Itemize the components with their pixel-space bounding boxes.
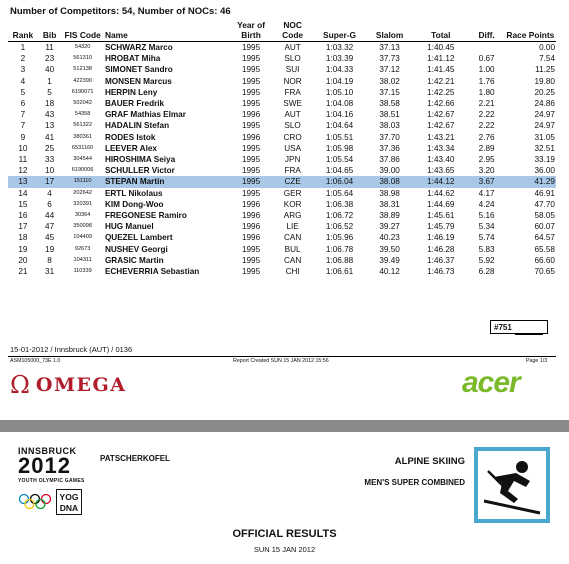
cell-noc: SUI: [285, 65, 300, 75]
cell-super-g: 1:06.61: [325, 267, 354, 277]
cell-name: SCHULLER Victor: [104, 166, 175, 176]
table-row: [8, 165, 556, 176]
cell-race-points: 19.80: [534, 76, 555, 86]
cell-noc: CRO: [283, 132, 302, 142]
cell-rank: 7: [20, 110, 26, 120]
cell-slalom: 37.13: [379, 43, 400, 52]
cell-slalom: 37.70: [379, 132, 400, 142]
report-code: ASM105000_73E 1.0: [10, 358, 61, 364]
cell-slalom: 37.73: [379, 54, 400, 64]
cell-diff: 1.76: [478, 76, 495, 86]
cell-slalom: 37.15: [379, 87, 400, 97]
form-number-box: [490, 320, 548, 334]
cell-noc: USA: [284, 143, 302, 153]
cell-race-points: 32.51: [534, 143, 555, 153]
cell-year: 1996: [241, 110, 261, 120]
table-row: [8, 87, 556, 98]
cell-slalom: 39.49: [379, 255, 400, 265]
cell-noc: BUL: [284, 244, 301, 254]
cell-race-points: 47.70: [534, 199, 555, 209]
cell-noc: ARG: [283, 211, 302, 221]
cell-slalom: 37.36: [379, 143, 400, 153]
cell-year: 1996: [241, 132, 261, 142]
cell-rank: 19: [18, 244, 28, 254]
cell-total: 1:44.69: [427, 199, 455, 209]
cell-fis-code: 502042: [73, 100, 92, 107]
cell-race-points: 64.57: [534, 233, 555, 243]
venue: PATSCHERKOFEL: [100, 454, 170, 463]
cell-slalom: 38.08: [366, 176, 413, 187]
cell-noc: FRA: [284, 166, 301, 176]
games-subtitle: YOUTH OLYMPIC GAMES: [18, 478, 85, 484]
cell-diff: 5.92: [478, 255, 495, 265]
cell-year: 1995: [241, 244, 261, 254]
table-row: [8, 143, 556, 154]
cell-bib: 1: [47, 76, 52, 86]
cell-super-g: 1:05.10: [325, 87, 354, 97]
cell-race-points: 24.86: [534, 99, 555, 109]
games-city: INNSBRUCK: [18, 446, 77, 456]
cell-diff: 4.24: [478, 199, 495, 209]
cell-year: 1995: [241, 143, 261, 153]
cell-super-g: 1:06.04: [313, 176, 366, 187]
cell-fis-code: 512138: [73, 66, 92, 73]
cell-bib: 4: [47, 188, 52, 198]
cell-name: NUSHEV Georgi: [104, 244, 168, 254]
cell-diff: 3.20: [478, 166, 495, 176]
cell-fis-code: 6190006: [71, 167, 94, 174]
cell-fis-code: 561310: [73, 55, 92, 62]
yog-dna-logo: [56, 489, 82, 515]
cell-rank: 20: [18, 255, 28, 265]
cell-total: 1:45.79: [427, 222, 455, 232]
cell-name: HERPIN Leny: [104, 87, 158, 97]
cell-rank: 14: [18, 188, 28, 198]
cell-name: MONSEN Marcus: [104, 76, 172, 86]
cell-fis-code: 6531160: [71, 144, 94, 151]
cell-race-points: 20.25: [534, 87, 555, 97]
cell-name: GRASIC Martin: [104, 255, 164, 265]
cell-rank: 4: [20, 76, 26, 86]
cell-noc: LIE: [286, 222, 299, 232]
cell-race-points: 60.07: [534, 222, 555, 232]
cell-name: HADALIN Stefan: [104, 121, 170, 131]
cell-bib: 19: [45, 244, 55, 254]
date-location: 15-01-2012 / Innsbruck (AUT) / 0136: [10, 345, 133, 354]
event-title: MEN'S SUPER COMBINED: [364, 478, 465, 487]
cell-slalom: 40.23: [379, 233, 400, 243]
cell-race-points: 11.25: [535, 65, 555, 75]
cell-slalom: 39.27: [379, 222, 400, 232]
cell-bib: 10: [45, 166, 55, 176]
cell-bib: 8: [47, 255, 52, 265]
cell-super-g: 1:03.32: [325, 43, 354, 52]
table-row: [8, 199, 556, 210]
cell-diff: 2.22: [478, 121, 495, 131]
table-row: [8, 221, 556, 232]
cell-fis-code: 6190071: [71, 88, 94, 95]
cell-name: ECHEVERRIA Sebastian: [104, 267, 200, 277]
table-row: [8, 120, 556, 131]
cell-diff: 5.16: [478, 211, 495, 221]
cell-diff: 1.00: [478, 65, 495, 75]
cell-total: 1:42.67: [427, 110, 455, 120]
cell-fis-code: 422390: [73, 77, 92, 84]
cell-race-points: 58.05: [534, 211, 555, 221]
cell-name: KIM Dong-Woo: [104, 199, 164, 209]
cell-slalom: 38.03: [379, 121, 400, 131]
cell-year: 1995: [241, 166, 261, 176]
cell-diff: [469, 42, 505, 54]
cell-rank: 9: [20, 132, 26, 142]
table-row: [8, 244, 556, 255]
cell-bib: 25: [45, 143, 55, 153]
cell-race-points: 7.54: [539, 54, 555, 64]
cell-noc: KOR: [283, 199, 302, 209]
cell-bib: 5: [47, 87, 52, 97]
cell-race-points: 31.05: [534, 132, 555, 142]
cell-noc: CZE: [272, 176, 313, 187]
cell-year: 1995: [241, 54, 261, 64]
table-row: [8, 109, 556, 120]
cell-fis-code: 561322: [73, 122, 92, 129]
cell-rank: 5: [20, 87, 26, 97]
cell-total: 1:44.12: [413, 176, 468, 187]
cell-fis-code: 202642: [73, 189, 92, 196]
cell-noc: FRA: [284, 87, 301, 97]
cell-total: 1:43.65: [427, 166, 455, 176]
cell-year: 1996: [241, 233, 261, 243]
cell-fis-code: 380361: [73, 133, 92, 140]
results-table: [8, 20, 556, 277]
col-total: Total: [413, 20, 468, 42]
alpine-skier-icon: [474, 447, 550, 523]
cell-super-g: 1:04.64: [325, 121, 354, 131]
cell-diff: 5.34: [478, 222, 495, 232]
col-name: Name: [104, 20, 230, 42]
cell-total: 1:46.28: [427, 244, 455, 254]
cell-name: HIROSHIMA Seiya: [104, 155, 176, 165]
cell-total: 1:46.37: [427, 255, 455, 265]
cell-total: 1:43.40: [427, 155, 455, 165]
cell-total: 1:45.61: [427, 211, 455, 221]
cell-super-g: 1:05.64: [325, 188, 354, 198]
cell-total: 1:43.34: [427, 143, 455, 153]
col-slalom: Slalom: [366, 20, 413, 42]
sport-title: ALPINE SKIING: [394, 456, 465, 467]
page-number: Page 1/3: [526, 358, 548, 364]
cell-slalom: 38.98: [379, 188, 400, 198]
cell-rank: 21: [18, 267, 28, 277]
cell-diff: 5.74: [478, 233, 495, 243]
cell-fis-code: 350098: [73, 223, 92, 230]
cell-slalom: 40.12: [379, 267, 400, 277]
acer-logo: acer: [462, 366, 520, 399]
cell-rank: 1: [20, 43, 26, 52]
cell-year: 1995: [241, 188, 261, 198]
cell-race-points: 24.97: [534, 110, 555, 120]
yog-text: YOG: [59, 492, 79, 502]
cell-year: 1995: [241, 43, 261, 52]
col-fis-code: FIS Code: [61, 20, 104, 42]
cell-diff: 2.89: [478, 143, 495, 153]
cell-total: 1:42.66: [427, 99, 455, 109]
cell-fis-code: 304544: [73, 156, 92, 163]
col-noc-code: NOC Code: [272, 20, 313, 42]
results-body: [8, 42, 556, 278]
cell-fis-code: 92673: [74, 245, 91, 252]
cell-rank: 2: [20, 54, 26, 64]
table-row: [8, 76, 556, 87]
dna-text: DNA: [59, 503, 79, 513]
cell-diff: 2.95: [478, 155, 495, 165]
cell-year: 1995: [241, 76, 261, 86]
cell-noc: CHI: [285, 267, 300, 277]
cell-year: 1995: [241, 121, 261, 131]
cell-name: FREGONESE Ramiro: [104, 211, 187, 221]
cell-bib: 41: [45, 132, 55, 142]
cell-bib: 43: [45, 110, 55, 120]
cell-bib: 40: [45, 65, 55, 75]
cell-fis-code: 104311: [73, 256, 92, 263]
cell-total: 1:43.21: [427, 132, 455, 142]
cell-diff: 1.80: [478, 87, 495, 97]
cell-noc: SLO: [284, 121, 301, 131]
cell-race-points: 66.60: [534, 255, 555, 265]
cell-bib: 33: [45, 155, 55, 165]
cell-bib: 11: [45, 43, 54, 52]
cell-fis-code: 30364: [74, 212, 91, 219]
table-row: [8, 132, 556, 143]
cell-slalom: 38.51: [379, 110, 400, 120]
cell-name: STEPAN Martin: [104, 176, 230, 187]
cell-year: 1996: [241, 211, 261, 221]
omega-wordmark: OMEGA: [35, 374, 127, 396]
cell-fis-code: 110339: [73, 268, 92, 275]
results-date: SUN 15 JAN 2012: [253, 545, 316, 554]
cell-rank: 11: [18, 155, 28, 165]
cell-year: 1995: [241, 87, 261, 97]
competitors-count: Number of Competitors: 54, Number of NOCs: 46: [10, 6, 231, 17]
cell-super-g: 1:06.72: [325, 211, 354, 221]
col-rank: Rank: [8, 20, 38, 42]
cell-noc: GER: [283, 188, 302, 198]
cell-rank: 13: [8, 176, 38, 187]
cell-year: 1995: [241, 255, 261, 265]
cell-year: 1996: [241, 199, 261, 209]
cell-fis-code: 54358: [74, 111, 91, 118]
col-race-points: Race Points: [505, 20, 556, 42]
official-results-title: OFFICIAL RESULTS: [232, 528, 337, 540]
cell-name: RODES Istok: [104, 132, 156, 142]
cell-rank: 16: [18, 211, 28, 221]
cell-diff: 2.22: [478, 110, 495, 120]
form-number-blank: [515, 325, 543, 335]
cell-bib: 47: [45, 222, 55, 232]
cell-name: GRAF Mathias Elmar: [104, 110, 186, 120]
table-row: [8, 42, 556, 54]
cell-rank: 17: [18, 222, 28, 232]
cell-slalom: 37.12: [379, 65, 400, 75]
col-bib: Bib: [38, 20, 61, 42]
report-created: Report Created SUN 15 JAN 2012 15:56: [233, 358, 329, 364]
cell-super-g: 1:06.38: [325, 199, 354, 209]
cell-total: 1:44.62: [427, 188, 455, 198]
cell-diff: 3.67: [469, 176, 505, 187]
cell-total: 1:42.67: [427, 121, 455, 131]
cell-year: 1995: [241, 267, 261, 277]
cell-year: 1995: [241, 99, 261, 109]
table-row: [8, 64, 556, 75]
cell-slalom: 38.58: [379, 99, 400, 109]
cell-name: HUG Manuel: [104, 222, 154, 232]
cell-race-points: 36.00: [534, 166, 555, 176]
col-diff: Diff.: [469, 20, 505, 42]
table-header-row: [8, 20, 556, 42]
cell-super-g: 1:04.08: [325, 99, 354, 109]
cell-super-g: 1:05.54: [325, 155, 354, 165]
cell-year: 1995: [241, 155, 261, 165]
cell-diff: 4.17: [478, 188, 495, 198]
omega-logo: [10, 372, 126, 398]
table-row: [8, 98, 556, 109]
cell-total: 1:46.73: [427, 267, 455, 277]
col-year-of-birth: Year of Birth: [230, 20, 273, 42]
cell-super-g: 1:04.16: [325, 110, 354, 120]
table-row: [8, 255, 556, 266]
cell-noc: SWE: [283, 99, 302, 109]
cell-fis-code: 54320: [74, 44, 91, 50]
cell-super-g: 1:06.52: [325, 222, 354, 232]
table-row: [8, 232, 556, 243]
cell-slalom: 39.50: [379, 244, 400, 254]
cell-bib: 17: [38, 176, 61, 187]
cell-year: 1995: [241, 65, 261, 75]
grey-band: [0, 420, 569, 432]
cell-noc: JPN: [284, 155, 301, 165]
cell-super-g: 1:04.65: [325, 166, 354, 176]
cell-race-points: 24.97: [534, 121, 555, 131]
cell-fis-code: 151110: [61, 176, 104, 187]
cell-bib: 23: [45, 54, 55, 64]
cell-bib: 6: [47, 199, 52, 209]
table-row: [8, 154, 556, 165]
table-row: [8, 210, 556, 221]
cell-super-g: 1:04.19: [325, 76, 354, 86]
cell-rank: 18: [18, 233, 28, 243]
olympic-rings-icon: [18, 492, 52, 512]
cell-name: BAUER Fredrik: [104, 99, 165, 109]
cell-total: 1:41.12: [427, 54, 455, 64]
cell-name: LEEVER Alex: [104, 143, 157, 153]
cell-bib: 45: [45, 233, 55, 243]
cell-super-g: 1:06.78: [325, 244, 354, 254]
cell-noc: SLO: [284, 54, 301, 64]
cell-name: SIMONET Sandro: [104, 65, 173, 75]
cell-race-points: 33.19: [534, 155, 555, 165]
cell-total: 1:40.45: [427, 43, 455, 52]
cell-noc: CAN: [283, 233, 302, 243]
cell-bib: 13: [45, 121, 55, 131]
cell-noc: NOR: [283, 76, 302, 86]
cell-diff: 2.21: [478, 99, 495, 109]
cell-rank: 12: [18, 166, 28, 176]
cell-diff: 6.28: [478, 267, 495, 277]
cell-slalom: 38.31: [379, 199, 400, 209]
table-row: [8, 53, 556, 64]
cell-slalom: 38.02: [379, 76, 400, 86]
omega-symbol-icon: Ω: [10, 371, 30, 399]
cell-name: SCHWARZ Marco: [104, 43, 173, 52]
cell-name: ERTL Nikolaus: [104, 188, 163, 198]
cell-super-g: 1:06.88: [325, 255, 354, 265]
cell-noc: CAN: [283, 255, 302, 265]
cell-bib: 18: [45, 99, 55, 109]
cell-bib: 44: [45, 211, 55, 221]
cell-noc: AUT: [284, 43, 301, 52]
cell-name: QUEZEL Lambert: [104, 233, 173, 243]
cell-race-points: 41.29: [505, 176, 556, 187]
cell-slalom: 37.86: [379, 155, 400, 165]
games-year: 2012: [18, 453, 71, 478]
cell-super-g: 1:05.51: [325, 132, 354, 142]
table-row: [8, 188, 556, 199]
cell-year: 1996: [241, 222, 261, 232]
form-number: #751: [494, 323, 512, 332]
cell-diff: 2.76: [478, 132, 495, 142]
cell-super-g: 1:04.33: [325, 65, 354, 75]
cell-race-points: 70.65: [534, 267, 555, 277]
cell-total: 1:46.19: [427, 233, 455, 243]
cell-year: 1995: [230, 176, 273, 187]
cell-total: 1:42.21: [427, 76, 455, 86]
cell-slalom: 39.00: [379, 166, 400, 176]
footer-divider: [8, 356, 556, 357]
cell-name: HROBAT Miha: [104, 54, 161, 64]
table-row: [8, 176, 556, 187]
cell-super-g: 1:05.96: [325, 233, 354, 243]
cell-fis-code: 320391: [73, 200, 92, 207]
cell-diff: 0.67: [478, 54, 495, 64]
cell-rank: 7: [20, 121, 26, 131]
cell-slalom: 38.89: [379, 211, 400, 221]
cell-rank: 6: [20, 99, 26, 109]
cell-total: 1:42.25: [427, 87, 455, 97]
cell-rank: 10: [18, 143, 28, 153]
col-super-g: Super-G: [313, 20, 366, 42]
cell-rank: 15: [18, 199, 28, 209]
cell-race-points: 65.58: [534, 244, 555, 254]
cell-rank: 3: [20, 65, 26, 75]
cell-super-g: 1:03.39: [325, 54, 354, 64]
cell-super-g: 1:05.98: [325, 143, 354, 153]
cell-total: 1:41.45: [427, 65, 455, 75]
cell-race-points: 46.91: [534, 188, 555, 198]
cell-fis-code: 104409: [73, 234, 92, 241]
cell-noc: AUT: [284, 110, 301, 120]
cell-race-points: 0.00: [539, 43, 555, 52]
cell-bib: 31: [45, 267, 55, 277]
cell-diff: 5.83: [478, 244, 495, 254]
table-row: [8, 266, 556, 277]
